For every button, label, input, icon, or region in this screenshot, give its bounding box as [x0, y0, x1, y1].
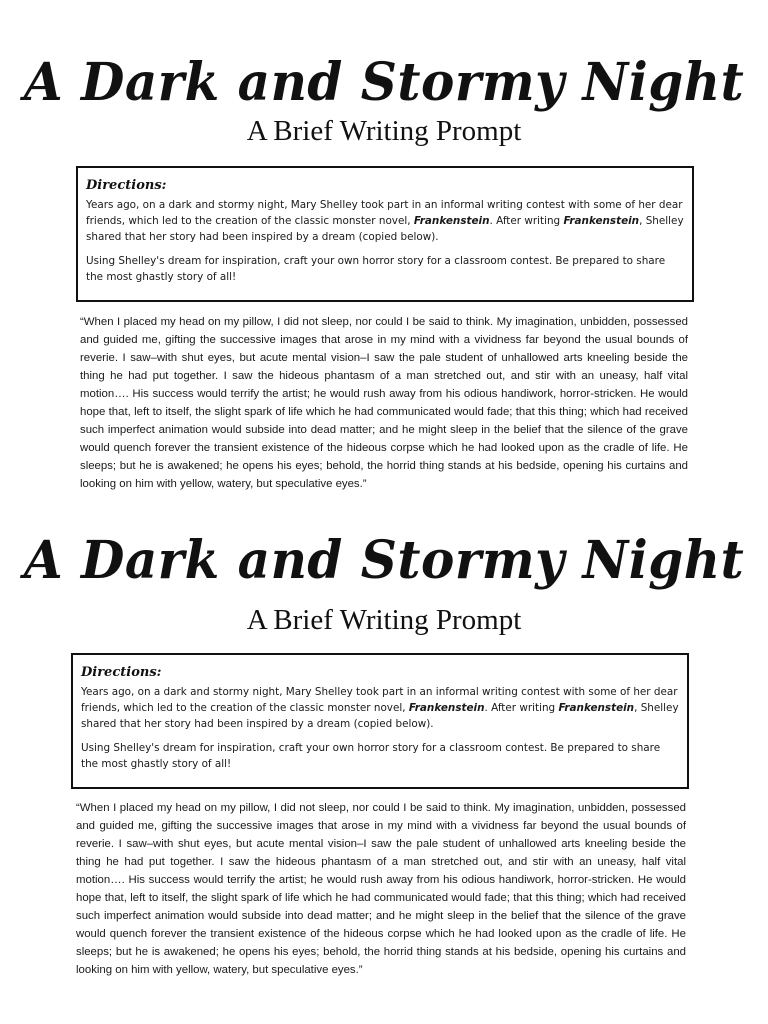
directions-text: . After writing: [484, 702, 559, 714]
directions-heading: Directions:: [86, 178, 167, 193]
page-title: A Dark and Stormy Night: [23, 50, 745, 113]
book-title: Frankenstein: [413, 215, 490, 227]
directions-paragraph-1: [86, 197, 684, 245]
dream-quote: “When I placed my head on my pillow, I did not sleep, nor could I be said to think. My imagination, unbidden, possessed and guided me, gifting the successive images that arose in my mind with a vividness far beyond the usual bounds of reverie. I saw–with shut eyes, but acute mental vision–I saw the pale student of unhallowed arts kneeling beside the thing he had put together. I saw the hideous phantasm of a man stretched out, and stir with an uneasy, half vital motion…. His success would terrify the artist; he would rush away from his odious handiwork, horror-stricken. He would hope that, left to itself, the slight spark of life which he had communicated would fade; that this thing; which had received such imperfect animation would subside into dead matter; and he might sleep in the belief that the silence of the grave would quench forever the transient existence of the hideous corpse which he had looked upon as the cradle of life. He sleeps; but he is awakened; he opens his eyes; behold, the horrid thing stands at his bedside, opening his curtains and looking on him with yellow, watery, but speculative eyes.”: [76, 802, 686, 976]
directions-paragraph-2: Using Shelley's dream for inspiration, craft your own horror story for a classroom contest. Be prepared to share the most ghastly story of all!: [86, 255, 666, 283]
directions-text: . After writing: [489, 215, 564, 227]
page-subtitle: A Brief Writing Prompt: [246, 115, 522, 147]
directions-paragraph-2: Using Shelley's dream for inspiration, craft your own horror story for a classroom contest. Be prepared to share the most ghastly story of all!: [81, 742, 661, 770]
directions-text: Years ago, on a dark and stormy night, Mary Shelley took part in an informal writing contest with some of her dear friends, which led to the creation of the classic monster novel,: [86, 199, 683, 227]
book-title: Frankenstein: [408, 702, 485, 714]
directions-paragraph-1: [81, 684, 679, 732]
directions-text: Years ago, on a dark and stormy night, Mary Shelley took part in an informal writing contest with some of her dear friends, which led to the creation of the classic monster novel,: [81, 686, 678, 714]
book-title: Frankenstein: [558, 702, 635, 714]
directions-box: [76, 166, 694, 302]
page-subtitle: A Brief Writing Prompt: [246, 604, 522, 636]
directions-box: [71, 653, 689, 789]
book-title: Frankenstein: [563, 215, 640, 227]
page-title: A Dark and Stormy Night: [23, 528, 745, 591]
directions-heading: Directions:: [81, 665, 162, 680]
directions-text: , Shelley shared that her story had been inspired by a dream (copied below).: [81, 702, 679, 730]
dream-quote: “When I placed my head on my pillow, I did not sleep, nor could I be said to think. My imagination, unbidden, possessed and guided me, gifting the successive images that arose in my mind with a vividness far beyond the usual bounds of reverie. I saw–with shut eyes, but acute mental vision–I saw the pale student of unhallowed arts kneeling beside the thing he had put together. I saw the hideous phantasm of a man stretched out, and stir with an uneasy, half vital motion…. His success would terrify the artist; he would rush away from his odious handiwork, horror-stricken. He would hope that, left to itself, the slight spark of life which he had communicated would fade; that this thing; which had received such imperfect animation would subside into dead matter; and he might sleep in the belief that the silence of the grave would quench forever the transient existence of the hideous corpse which he had looked upon as the cradle of life. He sleeps; but he is awakened; he opens his eyes; behold, the horrid thing stands at his bedside, opening his curtains and looking on him with yellow, watery, but speculative eyes.”: [80, 316, 688, 490]
directions-text: , Shelley shared that her story had been inspired by a dream (copied below).: [86, 215, 684, 243]
